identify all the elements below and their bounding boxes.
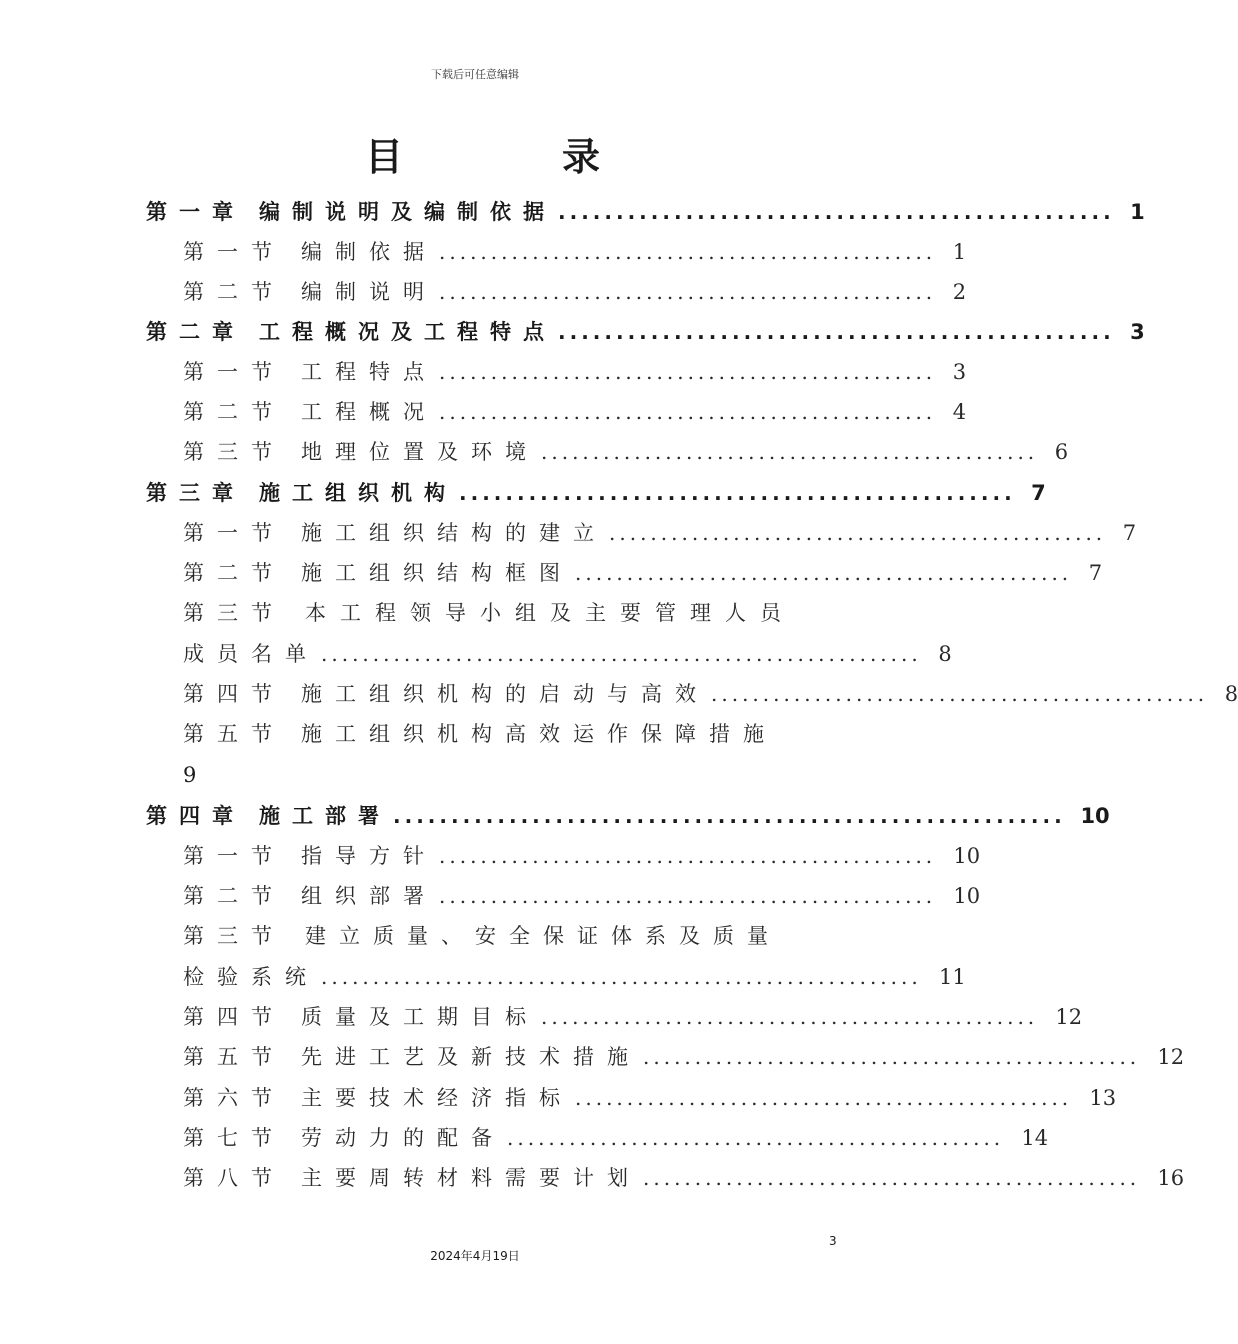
toc-label: 第一节 (183, 240, 285, 264)
toc-title: 施工组织机构高效运作保障措施 (301, 722, 777, 746)
toc-section[interactable] (183, 1158, 1185, 1198)
toc-leader: ................................................ (575, 561, 1073, 585)
toc-leader: ................................................ (439, 280, 937, 304)
toc-page: 4 (952, 400, 967, 424)
toc-label: 第六节 (183, 1086, 285, 1110)
toc-page: 7 (1088, 561, 1103, 585)
toc-label: 第三章 (146, 481, 245, 505)
toc-section[interactable] (183, 272, 967, 312)
toc-leader: .......................................................... (321, 642, 922, 666)
toc-section[interactable] (183, 1078, 1117, 1118)
toc-title: 组织部署 (301, 884, 437, 908)
toc-page-wrapped: 9 (183, 763, 197, 787)
toc-section[interactable] (183, 714, 828, 754)
toc-label: 第四章 (146, 804, 245, 828)
toc-page: 3 (952, 360, 967, 384)
toc-title: 工程特点 (301, 360, 437, 384)
toc-label: 第八节 (183, 1166, 285, 1190)
toc-leader: ................................................ (459, 481, 1016, 505)
toc-title-continuation: 成员名单 (183, 642, 319, 666)
toc-page: 12 (1055, 1005, 1083, 1029)
toc-title: 编制依据 (301, 240, 437, 264)
toc-page: 1 (1130, 200, 1145, 224)
toc-label: 第四节 (183, 1005, 285, 1029)
toc-title: 建立质量、安全保证体系及质量 (305, 924, 781, 948)
toc-leader: ................................................ (439, 360, 937, 384)
toc-label: 第一节 (183, 521, 285, 545)
toc-page: 6 (1054, 440, 1069, 464)
toc-page: 3 (1130, 320, 1145, 344)
toc-page: 8 (938, 642, 952, 666)
toc-chapter-4[interactable] (146, 796, 1110, 836)
toc-title: 施工组织结构框图 (301, 561, 573, 585)
toc-chapter-1[interactable] (146, 192, 1145, 232)
toc-title: 指导方针 (301, 844, 437, 868)
toc-label: 第三节 (183, 440, 285, 464)
toc-label: 第二节 (183, 884, 285, 908)
toc-label: 第五节 (183, 1045, 285, 1069)
toc-label: 第一节 (183, 844, 285, 868)
toc-section[interactable] (183, 392, 967, 432)
toc-title: 主要技术经济指标 (301, 1086, 573, 1110)
toc-leader: ................................................ (643, 1166, 1141, 1190)
toc-label: 第三节 (183, 601, 285, 625)
toc-leader: ................................................ (609, 521, 1107, 545)
footer-date: 2024年4月19日 (430, 1249, 520, 1263)
toc-title: 本工程领导小组及主要管理人员 (305, 601, 795, 625)
toc-label: 第三节 (183, 924, 285, 948)
header-note: 下载后可任意编辑 (431, 68, 519, 81)
toc-section[interactable] (183, 432, 1069, 472)
toc-section[interactable] (183, 876, 981, 916)
toc-page: 16 (1157, 1166, 1185, 1190)
toc-page: 7 (1122, 521, 1137, 545)
title-char-2: 录 (562, 135, 601, 179)
toc-title: 编制说明及编制依据 (259, 200, 556, 224)
toc-label: 第五节 (183, 722, 285, 746)
toc-leader: ................................................ (558, 320, 1115, 344)
toc-title: 质量及工期目标 (301, 1005, 539, 1029)
toc-label: 第一章 (146, 200, 245, 224)
toc-page: 10 (1080, 804, 1110, 828)
toc-label: 第七节 (183, 1126, 285, 1150)
toc-page: 2 (952, 280, 967, 304)
toc-label: 第二章 (146, 320, 245, 344)
toc-section[interactable] (183, 553, 1103, 593)
toc-section[interactable] (183, 1037, 1185, 1077)
toc-section-continuation[interactable] (183, 957, 966, 997)
toc-leader: ................................................ (439, 400, 937, 424)
toc-title: 编制说明 (301, 280, 437, 304)
toc-label: 第一节 (183, 360, 285, 384)
toc-section-continuation[interactable] (183, 634, 952, 674)
toc-leader: ................................................ (575, 1086, 1073, 1110)
toc-section[interactable] (183, 232, 967, 272)
toc-page: 14 (1021, 1126, 1049, 1150)
toc-section[interactable] (183, 916, 828, 956)
toc-leader: .......................................................... (321, 965, 922, 989)
toc-leader: ................................................ (711, 682, 1209, 706)
toc-section[interactable] (183, 1118, 1049, 1158)
toc-section[interactable] (183, 836, 981, 876)
toc-section[interactable] (183, 997, 1083, 1037)
toc-page: 7 (1031, 481, 1046, 505)
toc-leader: ................................................ (507, 1126, 1005, 1150)
toc-leader: ................................................ (541, 440, 1039, 464)
toc-title: 主要周转材料需要计划 (301, 1166, 641, 1190)
toc-title: 施工部署 (259, 804, 391, 828)
toc-title: 施工组织结构的建立 (301, 521, 607, 545)
toc-section[interactable] (183, 593, 828, 633)
toc-section[interactable] (183, 513, 1137, 553)
toc-title: 施工组织机构的启动与高效 (301, 682, 709, 706)
toc-leader: ................................................ (541, 1005, 1039, 1029)
toc-page: 1 (952, 240, 967, 264)
toc-label: 第二节 (183, 561, 285, 585)
toc-label: 第四节 (183, 682, 285, 706)
toc-label: 第二节 (183, 400, 285, 424)
toc-title: 工程概况及工程特点 (259, 320, 556, 344)
toc-leader: ................................................ (439, 844, 937, 868)
toc-leader: ................................................ (643, 1045, 1141, 1069)
toc-chapter-2[interactable] (146, 312, 1145, 352)
toc-section[interactable] (183, 352, 967, 392)
toc-leader: ................................................ (439, 240, 937, 264)
toc-title: 劳动力的配备 (301, 1126, 505, 1150)
toc-title: 施工组织机构 (259, 481, 457, 505)
toc-leader: ................................................ (439, 884, 937, 908)
toc-page: 13 (1089, 1086, 1117, 1110)
toc-leader: .......................................................... (393, 804, 1066, 828)
toc-page: 10 (953, 844, 981, 868)
toc-page: 8 (1224, 682, 1238, 706)
toc-page: 12 (1157, 1045, 1185, 1069)
toc-title: 先进工艺及新技术措施 (301, 1045, 641, 1069)
toc-title: 地理位置及环境 (301, 440, 539, 464)
page-title (0, 126, 950, 179)
toc-leader: ................................................ (558, 200, 1115, 224)
toc-page: 10 (953, 884, 981, 908)
toc-label: 第二节 (183, 280, 285, 304)
page-number: 3 (829, 1234, 837, 1248)
toc-title-continuation: 检验系统 (183, 965, 319, 989)
toc-chapter-3[interactable] (146, 473, 1046, 513)
toc-section[interactable] (183, 674, 1238, 714)
toc-title: 工程概况 (301, 400, 437, 424)
toc-page: 11 (939, 965, 966, 989)
title-char-1: 目 (365, 135, 404, 179)
